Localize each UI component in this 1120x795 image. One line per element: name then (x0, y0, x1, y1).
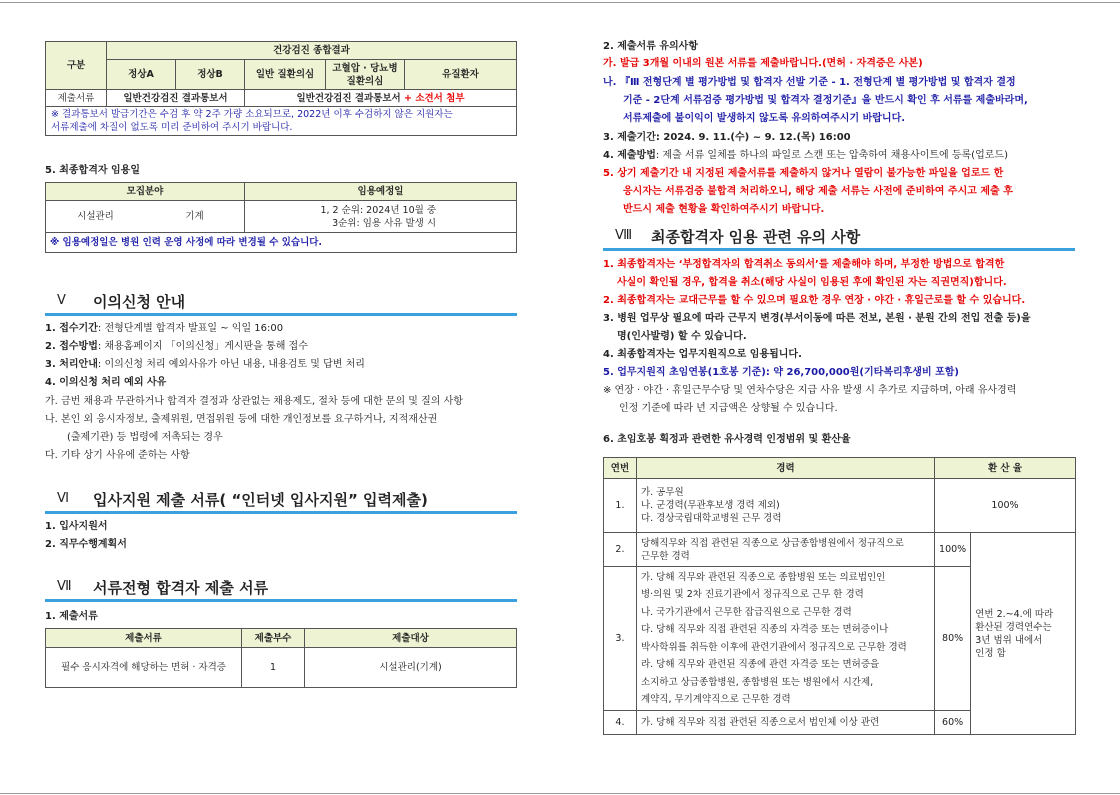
allowance-note-2: 인정 기준에 따라 년 지급액은 상향될 수 있습니다. (619, 403, 838, 414)
submission-method: 4. 제출방법: 제출 서류 일체를 하나의 파일로 스캔 또는 압축하여 채용사이트에 등록(업로드) (603, 150, 1008, 161)
warning-2: 응시자는 서류검증 불합격 처리하오니, 해당 제출 서류는 사전에 준비하여 주시고 제출 후 (623, 186, 1013, 197)
exception-line: (출제기관) 등 법령에 저촉되는 경우 (67, 432, 223, 443)
cell-normal-docs: 일반건강검진 결과통보서 (107, 90, 245, 107)
count-header: 제출부수 (242, 629, 305, 648)
appointment-note-1b: 사실이 확인될 경우, 합격을 취소(해당 사실이 임용된 후에 확인된 자는 직권면직)합니다. (617, 277, 1007, 288)
col-bp-diabetes: 고혈압 · 당뇨병 질환의심 (326, 60, 405, 90)
career-side-note: 연번 2.~4.에 따라 환산된 경력연수는 3년 범위 내에서 인정 함 (971, 533, 1076, 735)
appointment-note-4: 4. 최종합격자는 업무지원직으로 임용됩니다. (603, 349, 802, 360)
application-item: 2. 직무수행계획서 (45, 539, 127, 550)
career-title: 6. 초임호봉 획정과 관련한 유사경력 인정범위 및 환산율 (603, 434, 851, 445)
sec5-title: 5. 최종합격자 임용일 (45, 165, 140, 176)
section-v-title: 이의신청 안내 (93, 293, 186, 311)
caution-na-2: 기준 - 2단계 서류검증 평가방법 및 합격자 결정기준』을 반드시 확인 후 서류를 제출바라며, (623, 95, 1028, 106)
application-item: 1. 입사지원서 (45, 521, 108, 532)
section-vi-title: 입사지원 제출 서류( “인터넷 입사지원” 입력제출) (93, 491, 428, 509)
sub-field-cell: 기계 (145, 201, 245, 233)
section-vii-title: 서류전형 합격자 제출 서류 (93, 579, 269, 597)
warning-3: 반드시 제출 현황을 확인하여주시기 바랍니다. (623, 204, 825, 215)
career-row-4-no: 4. (604, 711, 637, 735)
rate-header: 환 산 율 (935, 458, 1076, 479)
field-cell: 시설관리 (46, 201, 146, 233)
count-cell: 1 (242, 648, 305, 688)
health-group-header: 건강검진 종합결과 (107, 42, 517, 60)
caution-ga: 가. 발급 3개월 이내의 원본 서류를 제출바랍니다.(면허 · 자격증은 사본) (603, 58, 923, 69)
career-no-header: 연번 (604, 458, 637, 479)
career-row-1-no: 1. (604, 479, 637, 533)
appointment-note-3b: 명(인사발령) 할 수 있습니다. (617, 331, 747, 342)
career-table (603, 457, 1076, 735)
doc-cell: 필수 응시자격에 해당하는 면허 · 자격증 (46, 648, 242, 688)
section-v-underline (45, 313, 517, 316)
section-vi-underline (45, 511, 517, 514)
career-row-1-rate: 100% (935, 479, 1076, 533)
date-header: 임용예정일 (245, 183, 517, 201)
caution-title: 2. 제출서류 유의사항 (603, 41, 698, 52)
field-header: 모집분야 (46, 183, 245, 201)
career-row-3-no: 3. (604, 567, 637, 711)
section-vi-number: Ⅵ (57, 491, 69, 506)
section-viii-number: Ⅷ (615, 228, 633, 243)
career-row-4-text: 가. 당해 직무와 직접 관련된 직종으로서 법인체 이상 관련 (636, 711, 934, 735)
col-patient: 유질환자 (405, 60, 517, 90)
result-notice: ※ 결과통보서 발급기간은 수검 후 약 2주 가량 소요되므로, 2022년 이후 수검하지 않은 지원자는 서류제출에 차질이 없도록 미리 준비하여 주시기 바랍니다. (46, 107, 517, 136)
career-row-2-text: 당해직무와 직접 관련된 직종으로 상급종합병원에서 정규직으로 근무한 경력 (636, 533, 934, 567)
submission-period: 3. 제출기간: 2024. 9. 11.(수) ~ 9. 12.(목) 16:00 (603, 132, 851, 143)
career-row-3-text: 가. 당해 직무와 관련된 직종으로 종합병원 또는 의료법인인 병·의원 및 2차 진료기관에서 정규직으로 근무 한 경력 나. 국가기관에서 근무한 잡급직원으로 근무한 경력 다. 당해 직무와 직접 관련된 직종의 자격증 또는 면허증이나 박사학위를 취득한 이후에 관련기관에서 정규직으로 근무한 경력 라. 당해 직무와 관련된 직종에 관련 자격증 또는 면허증을 소지하고 상급종합병원, 종합병원 또는 병원에서 시간제, 계약직, 무기계약직으로 근무한 경력 (636, 567, 934, 711)
career-row-2-no: 2. (604, 533, 637, 567)
section-viii-heading (603, 228, 1075, 250)
objection-method: 2. 접수방법: 채용홈페이지 「이의신청」게시판을 통해 접수 (45, 341, 308, 352)
exception-line: 다. 기타 상기 사유에 준하는 사항 (45, 450, 190, 461)
appointment-table (45, 182, 517, 253)
bottom-rule (0, 793, 1120, 794)
section-vii-number: Ⅶ (57, 579, 72, 594)
top-rule (0, 2, 1120, 3)
date-cell: 1, 2 순위: 2024년 10월 중 3순위: 임용 사유 발생 시 (245, 201, 517, 233)
career-row-3-rate: 80% (935, 567, 971, 711)
appointment-note-2: 2. 최종합격자는 교대근무를 할 수 있으며 필요한 경우 연장 · 야간 · 휴일근로를 할 수 있습니다. (603, 295, 1026, 306)
gubun-header: 구분 (46, 42, 107, 90)
target-cell: 시설관리(기계) (305, 648, 517, 688)
caution-na-3: 서류제출에 불이익이 발생하지 않도록 유의하여주시기 바랍니다. (623, 113, 906, 124)
career-row-1-text: 가. 공무원 나. 군경력(무관후보생 경력 제외) 다. 경상국립대학교병원 근무 경력 (636, 479, 934, 533)
col-normal-a: 정상A (107, 60, 176, 90)
section-vi-heading (45, 491, 517, 513)
target-header: 제출대상 (305, 629, 517, 648)
objection-period: 1. 접수기간: 전형단계별 합격자 발표일 ~ 익일 16:00 (45, 323, 284, 334)
career-row-2-rate: 100% (935, 533, 971, 567)
section-v-number: Ⅴ (57, 293, 66, 308)
objection-exceptions-title: 4. 이의신청 처리 예외 사유 (45, 377, 167, 388)
submission-sub-title: 1. 제출서류 (45, 611, 98, 622)
cell-disease-docs: 일반건강검진 결과통보서 + 소견서 첨부 (245, 90, 517, 107)
section-v-heading (45, 293, 517, 315)
submission-table (45, 628, 517, 688)
col-general-suspect: 일반 질환의심 (245, 60, 326, 90)
allowance-note-1: ※ 연장 · 야간 · 휴일근무수당 및 연차수당은 지급 사유 발생 시 추가로 지급하며, 아래 유사경력 (603, 385, 1017, 396)
appointment-note: ※ 임용예정일은 병원 인력 운영 사정에 따라 변경될 수 있습니다. (46, 233, 517, 253)
career-row-4-rate: 60% (935, 711, 971, 735)
health-check-table (45, 41, 517, 136)
col-normal-b: 정상B (176, 60, 245, 90)
section-viii-title: 최종합격자 임용 관련 유의 사항 (651, 228, 861, 246)
warning-1: 5. 상기 제출기간 내 지정된 제출서류를 제출하지 않거나 열람이 불가능한 파일을 업로드 한 (603, 168, 1004, 179)
section-viii-underline (603, 248, 1075, 251)
exception-line: 나. 본인 외 응시자정보, 출제위원, 면접위원 등에 대한 개인정보를 요구하거나, 지적재산권 (45, 414, 438, 425)
appointment-note-3a: 3. 병원 업무상 필요에 따라 근무지 변경(부서이동에 따른 전보, 본원 · 분원 간의 전입 전출 등)을 (603, 313, 1031, 324)
exception-line: 가. 금번 채용과 무관하거나 합격자 결정과 상관없는 채용제도, 절차 등에 대한 문의 및 질의 사항 (45, 396, 463, 407)
doc-header: 제출서류 (46, 629, 242, 648)
appointment-note-5: 5. 업무지원직 초임연봉(1호봉 기준): 약 26,700,000원(기타복리후생비 포함) (603, 367, 959, 378)
section-vii-underline (45, 599, 517, 602)
career-header: 경력 (636, 458, 934, 479)
objection-process: 3. 처리안내: 이의신청 처리 예외사유가 아닌 내용, 내용검토 및 답변 처리 (45, 359, 365, 370)
appointment-note-1a: 1. 최종합격자는 ‘부정합격자의 합격취소 동의서’를 제출해야 하며, 부정한 방법으로 합격한 (603, 259, 1005, 270)
section-vii-heading (45, 579, 517, 601)
caution-na-1: 나. 『Ⅲ 전형단계 별 평가방법 및 합격자 선발 기준 - 1. 전형단계 별 평가방법 및 합격자 결정 (603, 77, 1016, 88)
row-label-docs: 제출서류 (46, 90, 107, 107)
